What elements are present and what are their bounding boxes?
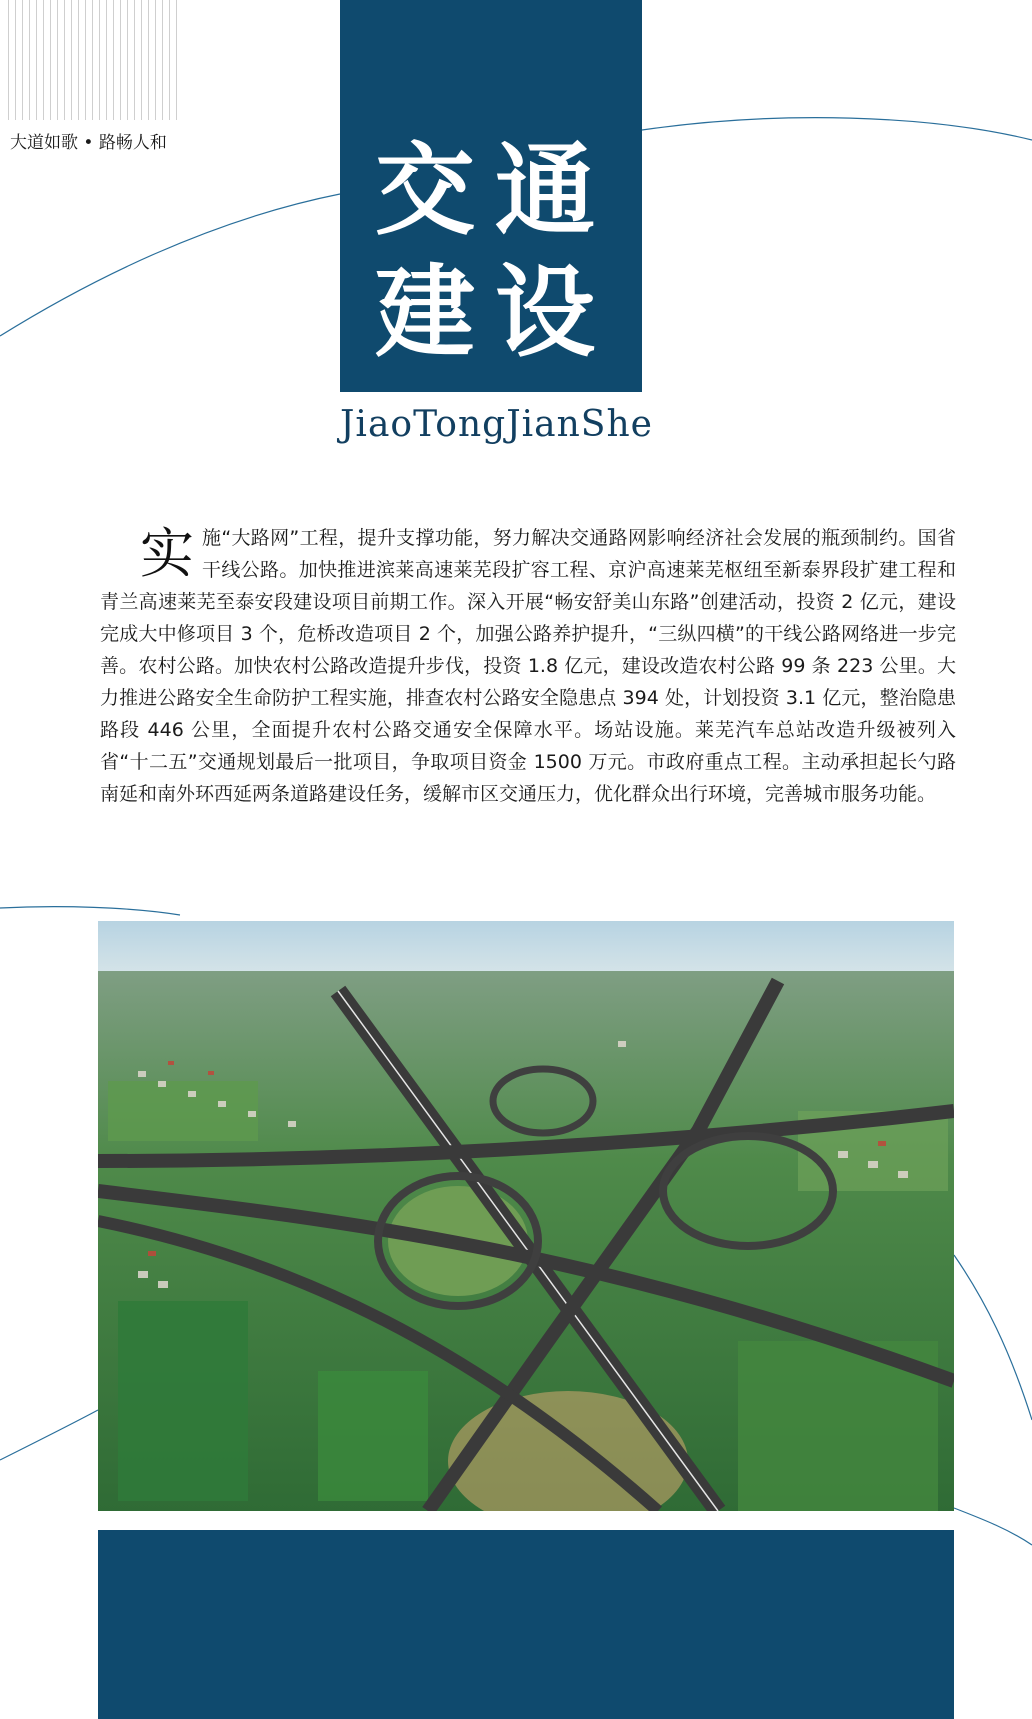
article-text: 施“大路网”工程，提升支撑功能，努力解决交通路网影响经济社会发展的瓶颈制约。国省干线公路。加快推进滨莱高速莱芜段扩容工程、京沪高速莱芜枢纽至新泰界段扩建工程和青兰高速莱芜至泰安段建设项目前期工作。深入开展“畅安舒美山东路”创建活动，投资 2 亿元，建设完成大中修项目 3 个，危桥改造项目 2 个，加强公路养护提升，“三纵四横”的干线公路网络进一步完善。农村公路。加快农村公路改造提升步伐，投资 1.8 亿元，建设改造农村公路 99 条 223 公里。大力推进公路安全生命防护工程实施，排查农村公路安全隐患点 394 处，计划投资 3.1 亿元，整治隐患路段 446 公里，全面提升农村公路交通安全保障水平。场站设施。莱芜汽车总站改造升级被列入省“十二五”交通规划最后一批项目，争取项目资金 1500 万元。市政府重点工程。主动承担起长勺路南延和南外环西延两条道路建设任务，缓解市区交通压力，优化群众出行环境，完善城市服务功能。 <box>100 527 956 805</box>
aerial-interchange-photo <box>98 921 954 1511</box>
article-body <box>100 522 956 810</box>
article-dropcap: 实 <box>140 522 194 585</box>
title-char-1: 交 <box>375 131 475 249</box>
title-char-2: 通 <box>495 131 595 249</box>
footer-block <box>98 1530 954 1719</box>
title-pinyin: JiaoTongJianShe <box>340 404 653 445</box>
header-stripes <box>8 0 182 120</box>
title-char-3: 建 <box>375 253 475 371</box>
section-header-label: 大道如歌 • 路畅人和 <box>10 133 167 153</box>
title-block <box>340 0 642 392</box>
title-char-4: 设 <box>495 253 595 371</box>
